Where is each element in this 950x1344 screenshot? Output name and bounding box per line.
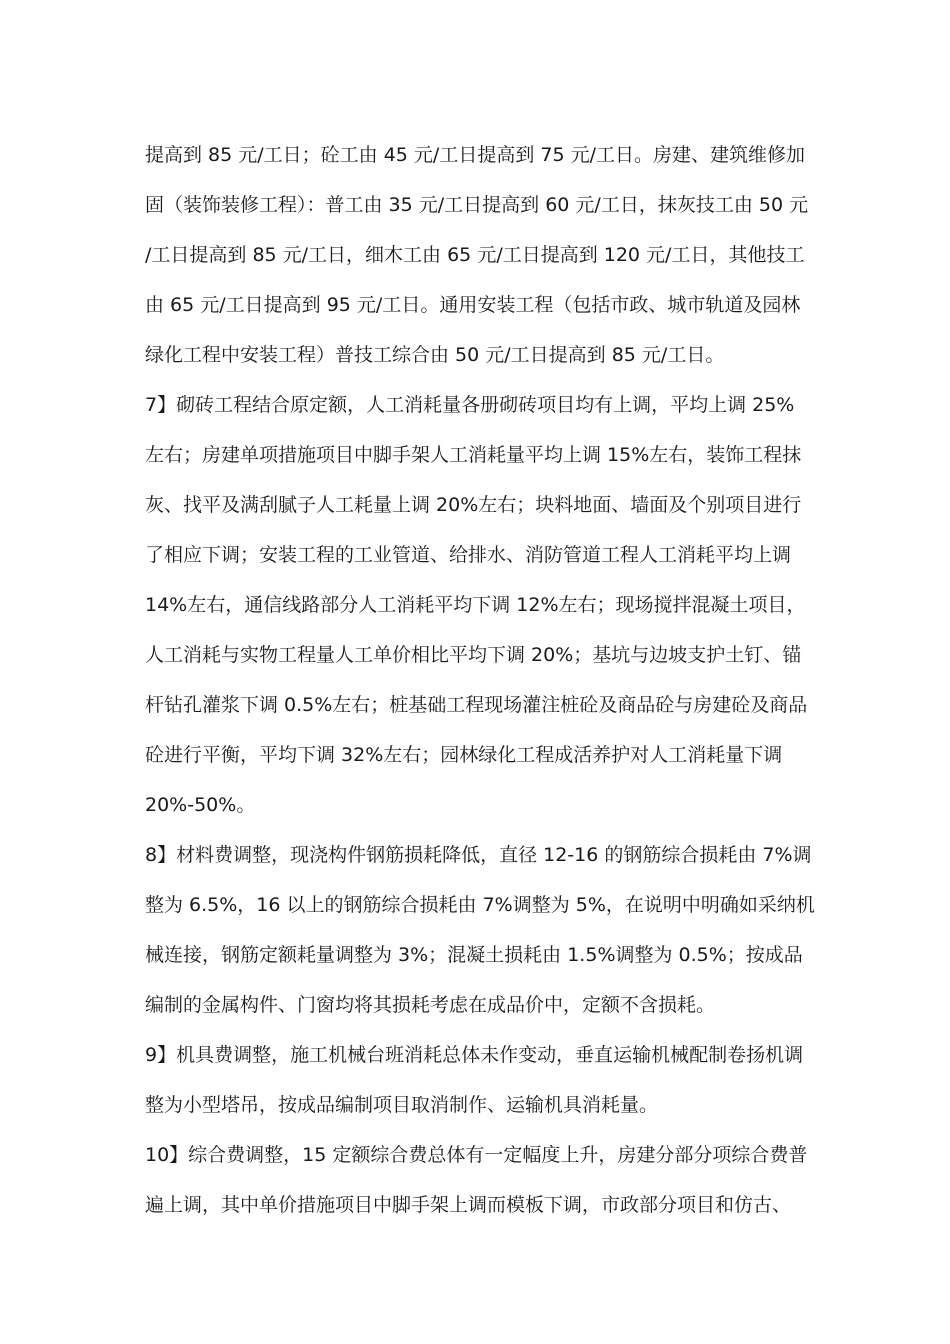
text-line: 10】综合费调整，15 定额综合费总体有一定幅度上升，房建分部分项综合费普: [145, 1144, 808, 1166]
text-line: 8】材料费调整，现浇构件钢筋损耗降低，直径 12-16 的钢筋综合损耗由 7%调: [145, 844, 812, 866]
text-line: 固（装饰装修工程）：普工由 35 元/工日提高到 60 元/工日，抹灰技工由 50 元: [145, 194, 809, 216]
text-line: 杆钻孔灌浆下调 0.5%左右；桩基础工程现场灌注桩砼及商品砼与房建砼及商品: [145, 694, 808, 716]
text-line: 左右；房建单项措施项目中脚手架人工消耗量平均上调 15%左右，装饰工程抹: [145, 444, 802, 466]
text-line: 9】机具费调整，施工机械台班消耗总体未作变动，垂直运输机械配制卷扬机调: [145, 1044, 804, 1066]
document-body: [145, 130, 815, 1230]
text-line: 遍上调，其中单价措施项目中脚手架上调而模板下调，市政部分项目和仿古、: [145, 1194, 792, 1216]
text-line: 绿化工程中安装工程）普技工综合由 50 元/工日提高到 85 元/工日。: [145, 344, 725, 366]
text-line: 提高到 85 元/工日；砼工由 45 元/工日提高到 75 元/工日。房建、建筑维修加: [145, 144, 805, 166]
text-line: 灰、找平及满刮腻子人工耗量上调 20%左右；块料地面、墙面及个别项目进行: [145, 494, 802, 516]
text-line: 由 65 元/工日提高到 95 元/工日。通用安装工程（包括市政、城市轨道及园林: [145, 294, 801, 316]
text-line: 编制的金属构件、门窗均将其损耗考虑在成品价中，定额不含损耗。: [145, 994, 716, 1016]
text-line: /工日提高到 85 元/工日，细木工由 65 元/工日提高到 120 元/工日，其他技工: [145, 244, 805, 266]
text-line: 械连接，钢筋定额耗量调整为 3%；混凝土损耗由 1.5%调整为 0.5%；按成品: [145, 944, 803, 966]
text-line: 人工消耗与实物工程量人工单价相比平均下调 20%；基坑与边坡支护土钉、锚: [145, 644, 802, 666]
text-line: 7】砌砖工程结合原定额，人工消耗量各册砌砖项目均有上调，平均上调 25%: [145, 394, 795, 416]
text-line: 砼进行平衡，平均下调 32%左右；园林绿化工程成活养护对人工消耗量下调: [145, 744, 783, 766]
text-line: 14%左右，通信线路部分人工消耗平均下调 12%左右；现场搅拌混凝土项目，: [145, 594, 806, 616]
text-line: 整为 6.5%，16 以上的钢筋综合损耗由 7%调整为 5%，在说明中明确如采纳机: [145, 894, 815, 916]
text-line: 整为小型塔吊，按成品编制项目取消制作、运输机具消耗量。: [145, 1094, 659, 1116]
text-line: 了相应下调；安装工程的工业管道、给排水、消防管道工程人工消耗平均上调: [145, 544, 792, 566]
text-line: 20%-50%。: [145, 794, 256, 816]
